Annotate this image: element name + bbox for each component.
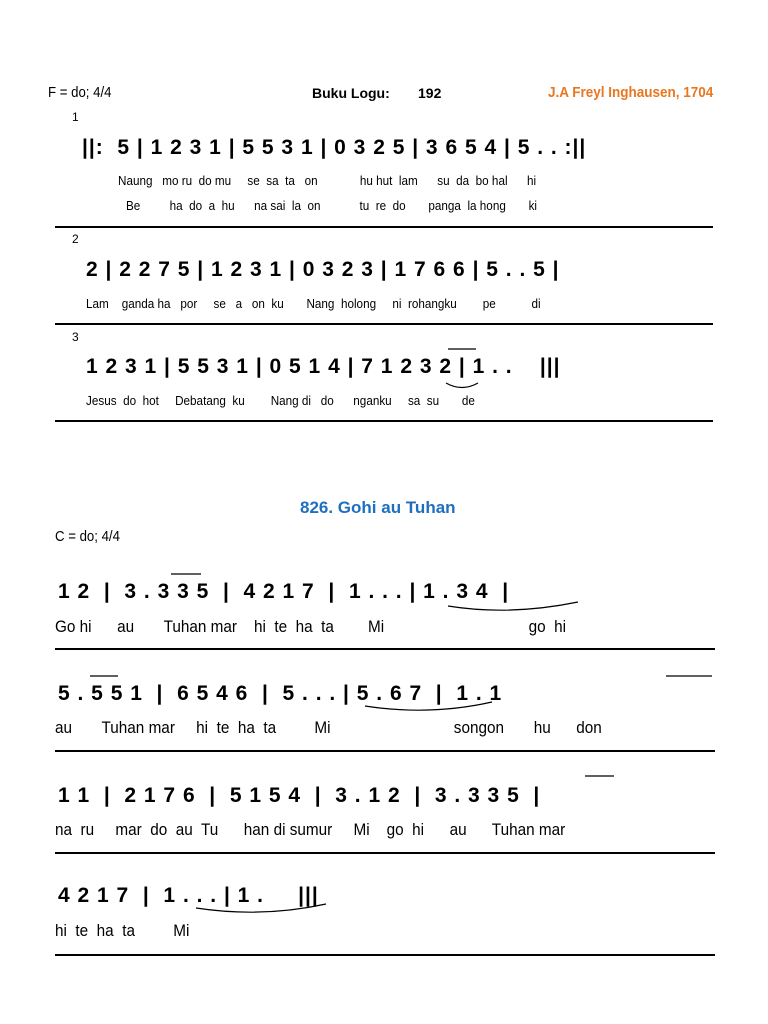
notation-line: 1 2 | 3 . 3 3 5 | 4 2 1 7 | 1 . . . | 1 . 3 4 |: [58, 580, 510, 603]
book-label: Buku Logu:: [312, 85, 390, 101]
lyrics-line: Go hi au Tuhan mar hi te ha ta Mi go hi: [55, 617, 567, 636]
hymn1-key: F = do; 4/4: [48, 84, 112, 101]
lyrics-line: Naung mo ru do mu se sa ta on hu hut lam su da bo hal hi: [118, 173, 537, 188]
line-number: 3: [72, 330, 79, 344]
hymn2-title: 826. Gohi au Tuhan: [300, 498, 456, 517]
notation-line: 1 2 3 1 | 5 5 3 1 | 0 5 1 4 | 7 1 2 3 2 | 1 . . |||: [86, 355, 561, 378]
notation-line: ||: 5 | 1 2 3 1 | 5 5 3 1 | 0 3 2 5 | 3 6 5 4 | 5 . . :||: [82, 136, 587, 159]
line-number: 1: [72, 110, 79, 124]
line-number: 2: [72, 232, 79, 246]
hymn1-author: J.A Freyl Inghausen, 1704: [548, 84, 714, 101]
lyrics-line: Be ha do a hu na sai la on tu re do panga la hong ki: [126, 198, 538, 213]
lyrics-line: au Tuhan mar hi te ha ta Mi songon hu don: [55, 718, 602, 737]
notation-line: 4 2 1 7 | 1 . . . | 1 . |||: [58, 884, 319, 907]
book-number: 192: [418, 85, 442, 101]
slur-mark: [196, 904, 326, 912]
slur-mark: [365, 702, 492, 710]
notation-line: 1 1 | 2 1 7 6 | 5 1 5 4 | 3 . 1 2 | 3 . 3 3 5 |: [58, 784, 541, 807]
notation-line: 5 . 5 5 1 | 6 5 4 6 | 5 . . . | 5 . 6 7 | 1 . 1: [58, 682, 503, 705]
lyrics-line: Lam ganda ha por se a on ku Nang holong ni rohangku pe di: [86, 296, 541, 311]
lyrics-line: na ru mar do au Tu han di sumur Mi go hi au Tuhan mar: [55, 820, 566, 839]
slur-mark: [448, 602, 578, 610]
notation-line: 2 | 2 2 7 5 | 1 2 3 1 | 0 3 2 3 | 1 7 6 6 | 5 . . 5 |: [86, 258, 560, 281]
slur-mark: [446, 383, 478, 388]
lyrics-line: Jesus do hot Debatang ku Nang di do nganku sa su de: [86, 393, 475, 408]
hymn2-key: C = do; 4/4: [55, 528, 120, 545]
lyrics-line: hi te ha ta Mi: [55, 921, 190, 940]
